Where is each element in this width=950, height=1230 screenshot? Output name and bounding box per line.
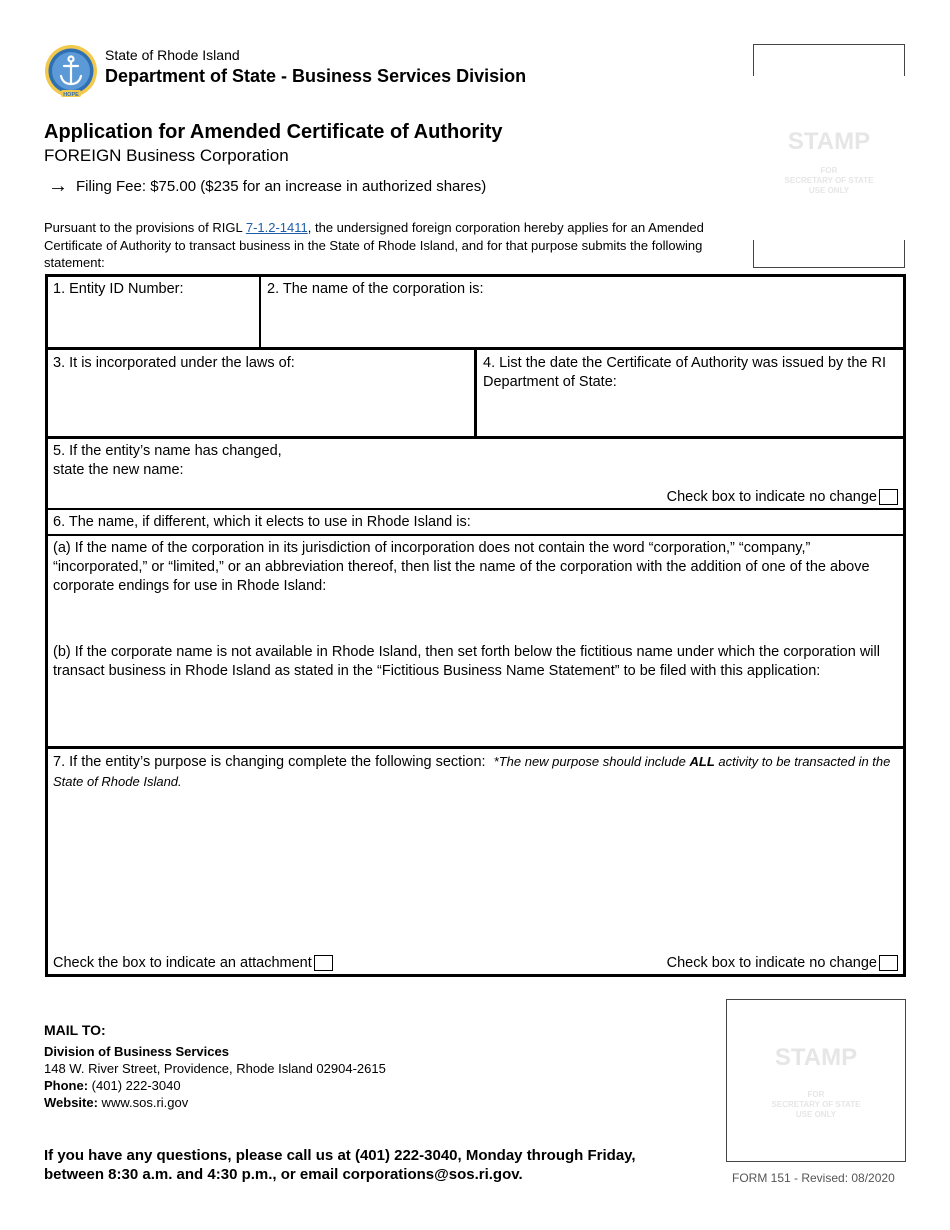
mail-address: 148 W. River Street, Providence, Rhode Island 02904-2615 [44,1061,386,1076]
stamp-note-bottom: FOR SECRETARY OF STATE USE ONLY [771,1090,861,1119]
no-change-check-5 [667,488,898,507]
field-corporation-name[interactable] [261,278,904,348]
stamp-area-top [753,44,905,268]
field-ri-name [47,511,904,534]
department-name: Department of State - Business Services Division [105,66,527,86]
stamp-frame-bottom [753,240,905,268]
field-new-name-label-1: 5. If the entity’s name has changed, [53,443,282,459]
field-new-name-label-2: state the new name: [53,462,184,478]
mail-division: Division of Business Services [44,1044,229,1059]
stamp-note: FOR SECRETARY OF STATE USE ONLY [784,166,874,195]
rigl-link[interactable]: 7-1.2-1411 [245,220,308,235]
field-incorporated-laws[interactable] [47,352,474,436]
field-purpose-label: 7. If the entity’s purpose is changing complete the following section: [53,754,486,770]
field-incorporated-laws-label: 3. It is incorporated under the laws of: [53,355,295,371]
stamp-frame-top [753,44,905,76]
field-6a[interactable] [47,537,904,637]
field-6b-text: (b) If the corporate name is not available in Rhode Island, then set forth below the fictitious name under which the corporation will transact business in Rhode Island as stated in the “Fictitious Business Name Statement” to be filed with this application: [53,644,880,679]
intro-paragraph: Pursuant to the provisions of RIGL 7-1.2-1411, the undersigned foreign corporation hereby applies for an Amended Certificate of Authority to transact business in the State of Rhode Island, and for that purpose submits the following statement: [44,220,704,270]
attachment-label: Check the box to indicate an attachment [53,955,312,971]
attachment-check [53,954,333,973]
filing-fee-text: Filing Fee: $75.00 ($235 for an increase in authorized shares) [76,178,487,195]
form-subtitle: FOREIGN Business Corporation [44,146,289,165]
field-purpose[interactable] [47,750,904,974]
no-change-label-5: Check box to indicate no change [666,489,877,505]
questions-text: If you have any questions, please call us at (401) 222-3040, Monday through Friday, between 8:30 a.m. and 4:30 p.m., or email corporations@sos.ri.gov. [44,1147,636,1183]
stamp-label: STAMP [787,128,871,155]
attachment-checkbox[interactable] [314,955,333,971]
field-new-name[interactable] [47,440,904,508]
stamp-label-bottom: STAMP [774,1044,858,1071]
field-purpose-note: *The new purpose should include ALL activity to be transacted in the State of Rhode Island. [53,754,891,789]
field-6a-text: (a) If the name of the corporation in its jurisdiction of incorporation does not contain the word “corporation,” “company,” “incorporated,” or “limited,” or an abbreviation thereof, then list the name of the corporation with the addition of one of the above corporate endings for use in Rhode Island: [53,540,870,594]
no-change-label-7: Check box to indicate no change [666,955,877,971]
arrow-right-icon: → [48,175,68,197]
mail-website: Website: www.sos.ri.gov [44,1095,189,1110]
state-seal-icon [44,44,98,98]
form-title: Application for Amended Certificate of Authority [44,121,503,143]
seal-motto: HOPE [63,92,79,98]
mail-to [44,1022,386,1111]
field-ri-name-label: 6. The name, if different, which it elects to use in Rhode Island is: [53,514,471,530]
mail-heading: MAIL TO: [44,1022,106,1038]
state-name: State of Rhode Island [105,47,240,63]
mail-phone: Phone: (401) 222-3040 [44,1078,181,1093]
field-6b[interactable] [47,641,904,745]
field-certificate-date[interactable] [477,352,904,436]
field-corporation-name-label: 2. The name of the corporation is: [267,281,484,297]
filing-fee [48,175,486,198]
field-entity-id[interactable] [47,278,259,348]
no-change-checkbox-7[interactable] [879,955,898,971]
form-number: FORM 151 - Revised: 08/2020 [732,1171,895,1185]
no-change-checkbox-5[interactable] [879,489,898,505]
no-change-check-7 [667,954,898,973]
stamp-area-bottom [726,999,906,1162]
field-entity-id-label: 1. Entity ID Number: [53,281,184,297]
field-certificate-date-label: 4. List the date the Certificate of Authority was issued by the RI Department of State: [483,355,886,390]
